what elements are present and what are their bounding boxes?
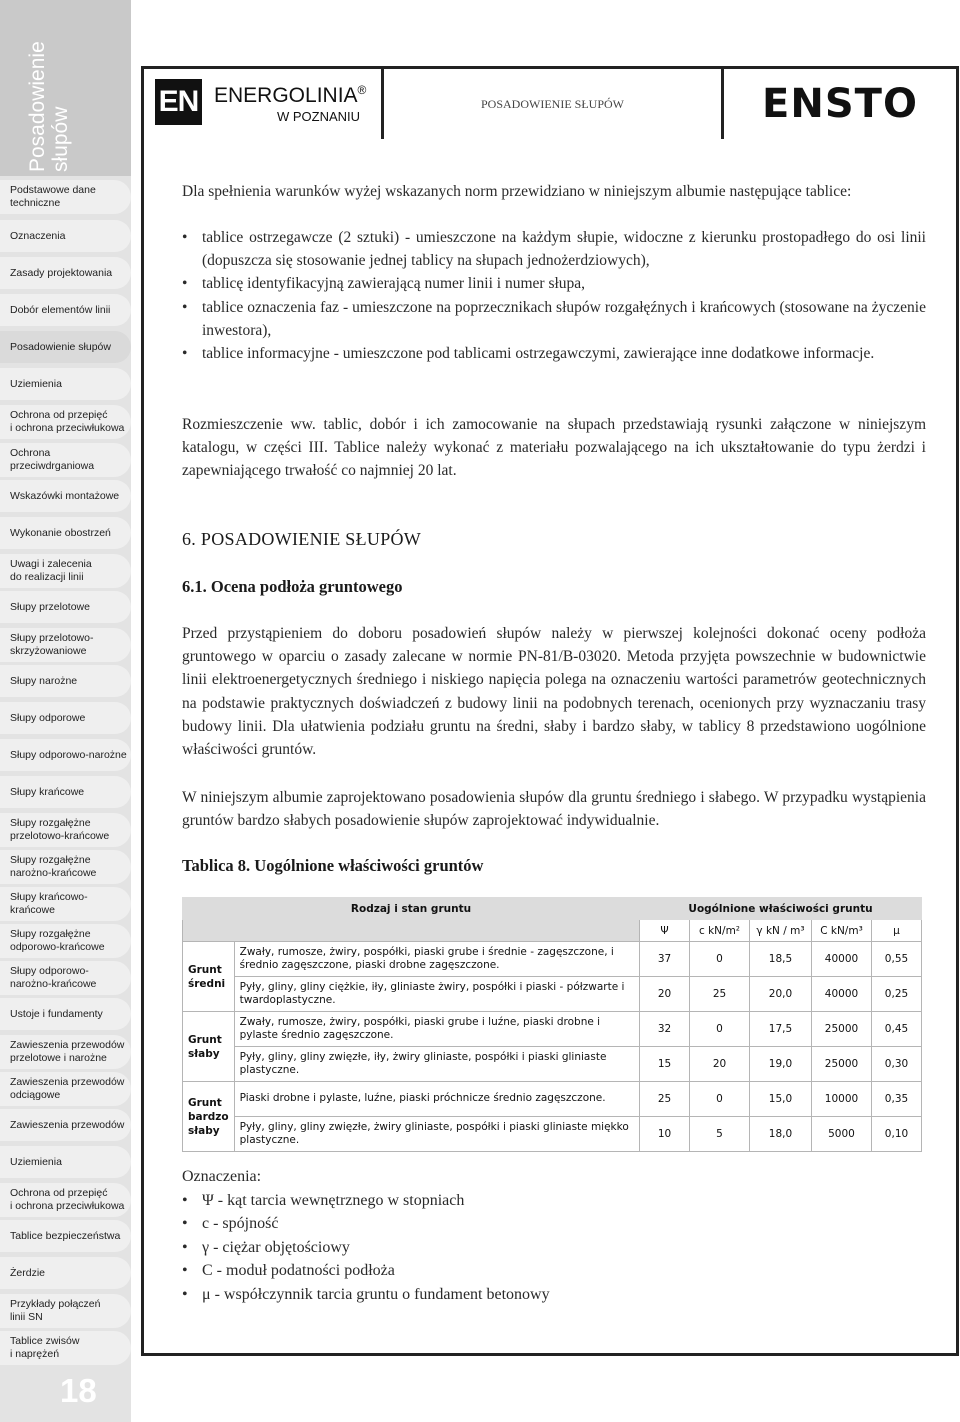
sidebar-item[interactable]: Słupy rozgałężne odporowo-krańcowe <box>0 924 131 958</box>
sidebar-item[interactable]: Słupy odporowo- narożno-krańcowe <box>0 961 131 995</box>
soil-group-label: Grunt średni <box>183 942 235 1012</box>
sidebar-item[interactable]: Żerdzie <box>0 1257 131 1289</box>
list-item: • tablice ostrzegawcze (2 sztuki) - umieszczone na każdym słupie, widoczne z kierunku prostopadłego do osi linii (dopuszcza się stosowanie jednej tablicy na słupach jednożerdziowych), <box>182 226 926 272</box>
legend-item: • Ψ - kąt tarcia wewnętrznego w stopniach <box>182 1189 550 1213</box>
sidebar-item[interactable]: Wskazówki montażowe <box>0 480 131 512</box>
sidebar-item[interactable]: Oznaczenia <box>0 220 131 252</box>
property-value: 0,25 <box>872 977 922 1012</box>
soil-description: Pyły, gliny, gliny ciężkie, iły, gliniaste żwiry, pospółki i piaski - półzwarte i twardoplastyczne. <box>234 977 639 1012</box>
sidebar-item[interactable]: Słupy krańcowe <box>0 776 131 808</box>
ground-paragraph: Przed przystąpieniem do doboru posadowień słupów należy w pierwszej kolejności dokonać oceny podłoża gruntowego w oparciu o zasady zalecane w normie PN-81/B-03020. Metoda przyjęta powszechnie w budownictwie linii elektroenergetycznych średniego i niskiego napięcia polega na oznaczeniu wartości parametrów geotechnicznych na podstawie praktycznych doświadczeń z budowy linii na podobnych terenach, ocenionych przy wyznaczaniu trasy budowy linii. Dla ułatwienia podziału gruntu na średni, słaby i bardzo słaby, w tablicy 8 przedstawiono uogólnione właściwości gruntów. <box>182 625 926 759</box>
table-row <box>183 1117 922 1152</box>
sidebar-item[interactable]: Ochrona od przepięć i ochrona przeciwłukowa <box>0 405 131 439</box>
sidebar-item[interactable]: Uwagi i zalecenia do realizacji linii <box>0 554 131 588</box>
property-value: 37 <box>640 942 690 977</box>
signs-list <box>182 226 926 365</box>
en-logo-box: EN <box>155 79 202 125</box>
property-value: 18,5 <box>750 942 812 977</box>
table-row <box>183 977 922 1012</box>
property-value: 5000 <box>812 1117 872 1152</box>
property-value: 32 <box>640 1012 690 1047</box>
soil-description: Pyły, gliny, gliny zwięzłe, iły, żwiry gliniaste, pospółki i piaski gliniaste plastyczne. <box>234 1047 639 1082</box>
property-value: 0,35 <box>872 1082 922 1117</box>
property-value: 0 <box>690 1012 750 1047</box>
column-header: μ <box>872 920 922 942</box>
table-row <box>183 942 922 977</box>
section-heading: 6. POSADOWIENIE SŁUPÓW <box>182 529 422 549</box>
property-value: 0,55 <box>872 942 922 977</box>
album-paragraph: W niniejszym albumie zaprojektowano posadowienia słupów dla gruntu średniego i słabego. W przypadku wystąpienia gruntów bardzo słabych posadowienie słupów zaprojektować indywidualnie. <box>182 789 926 830</box>
sidebar-item[interactable]: Słupy rozgałężne przelotowo-krańcowe <box>0 813 131 847</box>
header-section-title: POSADOWIENIE SŁUPÓW <box>384 69 724 139</box>
page-number: 18 <box>60 1372 97 1409</box>
sidebar-item[interactable]: Słupy odporowo-narożne <box>0 739 131 771</box>
brand-name: ENERGOLINIA® <box>214 83 367 107</box>
subsection-heading: 6.1. Ocena podłoża gruntowego <box>182 577 403 596</box>
sidebar-item[interactable]: Słupy krańcowo- krańcowe <box>0 887 131 921</box>
soil-description: Pyły, gliny, gliny zwięzłe, żwiry gliniaste, pospółki i piaski gliniaste miękko plastyczne. <box>234 1117 639 1152</box>
sidebar-item[interactable]: Słupy przelotowe <box>0 591 131 623</box>
sidebar-item[interactable]: Ochrona przeciwdrganiowa <box>0 443 131 477</box>
sidebar-item[interactable]: Tablice bezpieczeństwa <box>0 1220 131 1252</box>
table-row <box>183 1012 922 1047</box>
sidebar-title-text: Posadowienie słupów <box>26 41 72 172</box>
table-row <box>183 1082 922 1117</box>
sidebar-item[interactable]: Uziemienia <box>0 1146 131 1178</box>
ensto-logo: ENSTO <box>762 81 918 127</box>
property-value: 17,5 <box>750 1012 812 1047</box>
soil-group-label: Grunt słaby <box>183 1012 235 1082</box>
table-header-spacer <box>183 920 640 942</box>
sidebar-item[interactable]: Przykłady połączeń linii SN <box>0 1294 131 1328</box>
sidebar-item[interactable]: Ochrona od przepięć i ochrona przeciwłukowa <box>0 1183 131 1217</box>
property-value: 40000 <box>812 942 872 977</box>
legend-title: Oznaczenia: <box>182 1168 262 1185</box>
placement-paragraph: Rozmieszczenie ww. tablic, dobór i ich zamocowanie na słupach przedstawiają rysunki załączone w niniejszym katalogu, w części III. Tablice należy wykonać z materiału pozwalającego na ich ukształtowanie do typu żerdzi i zapewniającego trwałość co najmniej 20 lat. <box>182 416 926 480</box>
legend-item: • C - moduł podatności podłoża <box>182 1259 550 1283</box>
legend-item: • γ - ciężar objętościowy <box>182 1236 550 1260</box>
property-value: 0 <box>690 1082 750 1117</box>
property-value: 10000 <box>812 1082 872 1117</box>
property-value: 10 <box>640 1117 690 1152</box>
list-item: • tablicę identyfikacyjną zawierającą numer linii i numer słupa, <box>182 272 926 295</box>
sidebar-item[interactable]: Słupy odporowe <box>0 702 131 734</box>
column-header: c kN/m² <box>690 920 750 942</box>
sidebar-item[interactable]: Ustoje i fundamenty <box>0 998 131 1030</box>
column-header: γ kN / m³ <box>750 920 812 942</box>
sidebar-item[interactable]: Słupy przelotowo- skrzyżowaniowe <box>0 628 131 662</box>
property-value: 15 <box>640 1047 690 1082</box>
property-value: 20 <box>640 977 690 1012</box>
soil-description: Piaski drobne i pylaste, luźne, piaski próchnicze średnio zagęszczone. <box>234 1082 639 1117</box>
sidebar-item[interactable]: Wykonanie obostrzeń <box>0 517 131 549</box>
property-value: 0,10 <box>872 1117 922 1152</box>
page-frame <box>141 66 959 1356</box>
sidebar-item[interactable]: Dobór elementów linii <box>0 294 131 326</box>
soil-properties-table <box>182 897 922 1152</box>
property-value: 0,45 <box>872 1012 922 1047</box>
page-header <box>144 69 956 139</box>
sidebar-item[interactable]: Zasady projektowania <box>0 257 131 289</box>
property-value: 5 <box>690 1117 750 1152</box>
list-item: • tablice oznaczenia faz - umieszczone na poprzecznikach słupów rozgałęźnych i krańcowych (stosowane na życzenie inwestora), <box>182 296 926 342</box>
sidebar <box>0 0 131 1422</box>
sidebar-item[interactable]: Tablice zwisów i naprężeń <box>0 1331 131 1365</box>
property-value: 25 <box>690 977 750 1012</box>
table-row <box>183 1047 922 1082</box>
table-caption: Tablica 8. Uogólnione właściwości gruntów <box>182 856 484 875</box>
brand-city: W POZNANIU <box>277 109 361 124</box>
soil-group-label: Grunt bardzo słaby <box>183 1082 235 1152</box>
property-value: 15,0 <box>750 1082 812 1117</box>
sidebar-item[interactable]: Zawieszenia przewodów odciągowe <box>0 1072 131 1106</box>
column-header: C kN/m³ <box>812 920 872 942</box>
energolinia-logo <box>144 69 384 139</box>
property-value: 18,0 <box>750 1117 812 1152</box>
soil-description: Zwały, rumosze, żwiry, pospółki, piaski grube i średnie - zagęszczone, i średnio zagęszczone, piaski drobne zagęszczone. <box>234 942 639 977</box>
legend <box>182 1165 550 1306</box>
table-header-soil-type: Rodzaj i stan gruntu <box>183 898 640 920</box>
sidebar-item[interactable]: Uziemienia <box>0 368 131 400</box>
property-value: 25000 <box>812 1012 872 1047</box>
intro-paragraph: Dla spełnienia warunków wyżej wskazanych norm przewidziano w niniejszym albumie następujące tablice: <box>182 183 852 200</box>
list-item: • tablice informacyjne - umieszczone pod tablicami ostrzegawczymi, zawierające inne dodatkowe informacje. <box>182 342 926 365</box>
legend-item: • c - spójność <box>182 1212 550 1236</box>
sidebar-item[interactable]: Zawieszenia przewodów <box>0 1109 131 1141</box>
property-value: 0,30 <box>872 1047 922 1082</box>
property-value: 40000 <box>812 977 872 1012</box>
sidebar-item[interactable]: Zawieszenia przewodów przelotowe i narożne <box>0 1035 131 1069</box>
soil-description: Zwały, rumosze, żwiry, pospółki, piaski grube i luźne, piaski drobne i pylaste średnio zagęszczone. <box>234 1012 639 1047</box>
table-header-properties: Uogólnione właściwości gruntu <box>640 898 922 920</box>
column-header: Ψ <box>640 920 690 942</box>
sidebar-item[interactable]: Słupy rozgałężne narożno-krańcowe <box>0 850 131 884</box>
legend-item: • μ - współczynnik tarcia gruntu o fundament betonowy <box>182 1283 550 1307</box>
property-value: 20 <box>690 1047 750 1082</box>
property-value: 0 <box>690 942 750 977</box>
sidebar-item[interactable]: Słupy narożne <box>0 665 131 697</box>
property-value: 25 <box>640 1082 690 1117</box>
sidebar-item[interactable]: Posadowienie słupów <box>0 331 131 363</box>
property-value: 25000 <box>812 1047 872 1082</box>
property-value: 20,0 <box>750 977 812 1012</box>
sidebar-section-title <box>0 0 131 176</box>
property-value: 19,0 <box>750 1047 812 1082</box>
sidebar-item[interactable]: Podstawowe dane techniczne <box>0 180 131 214</box>
